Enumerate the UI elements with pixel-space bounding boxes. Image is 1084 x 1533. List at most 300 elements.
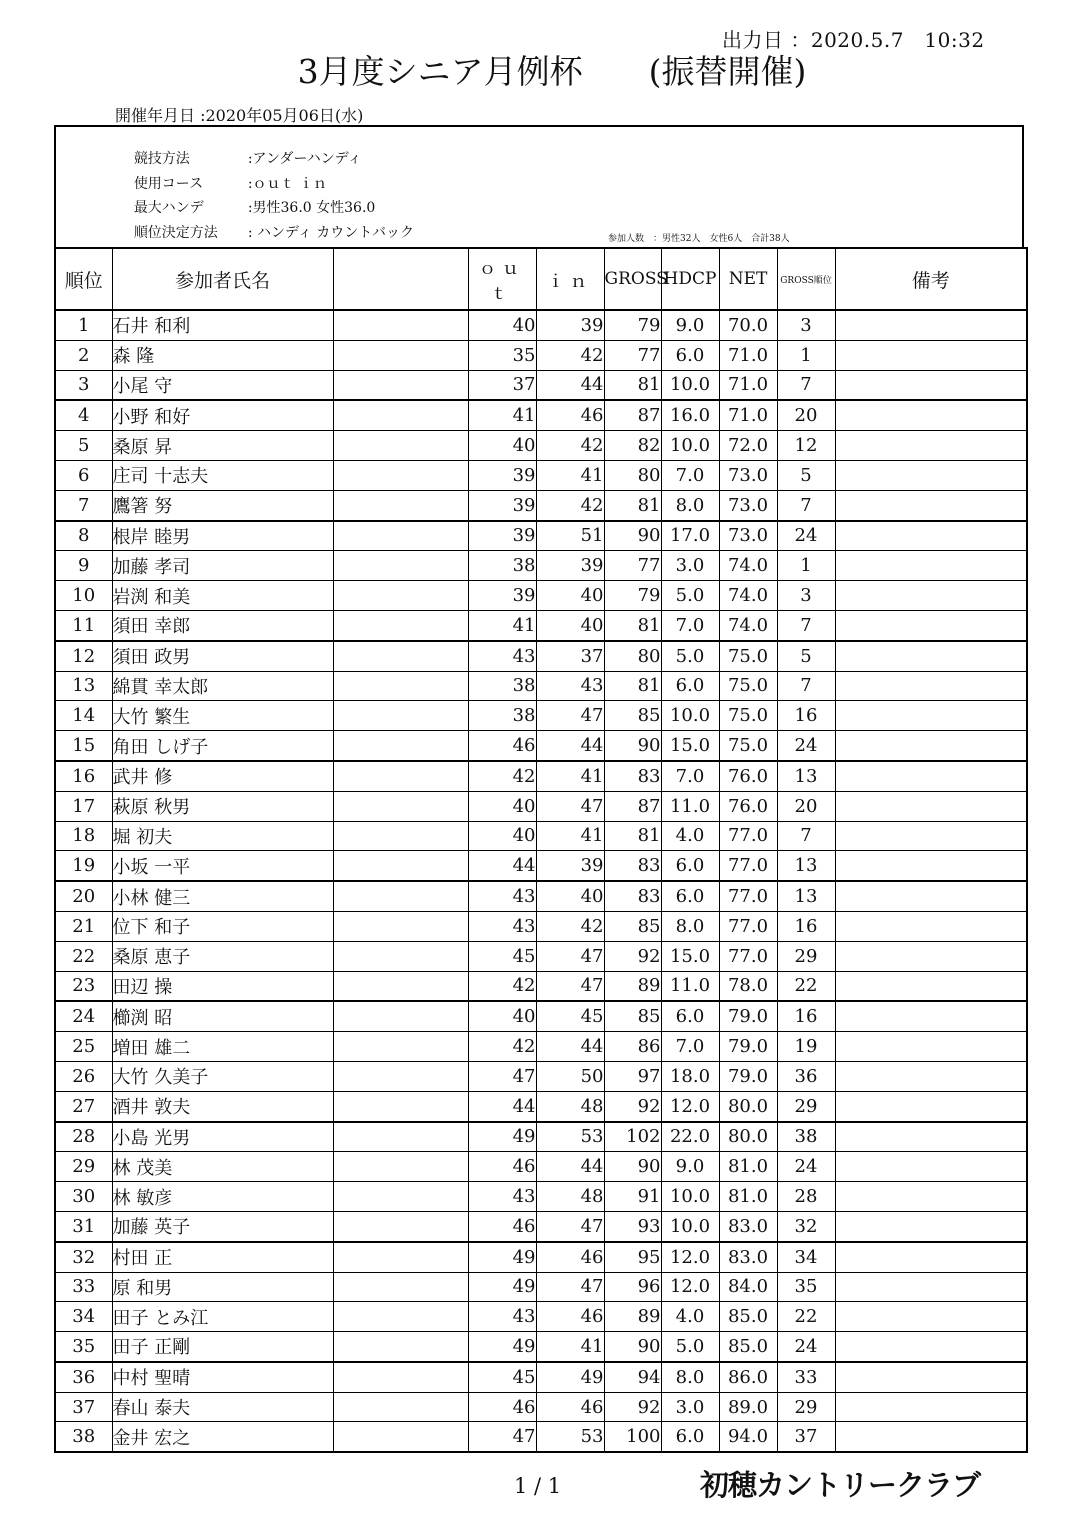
cell-name: 林 敏彦: [112, 1182, 333, 1212]
cell-blank: [333, 1001, 468, 1031]
cell-remarks: [835, 1182, 1027, 1212]
cell-out: 41: [468, 610, 536, 640]
cell-blank: [333, 1272, 468, 1302]
cell-net: 81.0: [719, 1182, 777, 1212]
cell-gross-rank: 24: [777, 521, 835, 551]
cell-name: 田子 とみ江: [112, 1302, 333, 1332]
cell-hdcp: 11.0: [661, 971, 719, 1001]
cell-name: 位下 和子: [112, 911, 333, 941]
info-value: :アンダーハンディ: [247, 151, 362, 167]
cell-rank: 25: [55, 1032, 112, 1062]
cell-out: 49: [468, 1122, 536, 1152]
participant-count: 参加人数 ：男性32人 女性6人 合計38人: [608, 234, 790, 244]
cell-in: 44: [536, 1032, 604, 1062]
cell-hdcp: 10.0: [661, 1182, 719, 1212]
cell-name: 須田 幸郎: [112, 610, 333, 640]
page-number: 1 / 1: [514, 1474, 562, 1498]
cell-in: 41: [536, 1332, 604, 1362]
cell-gross: 79: [604, 310, 661, 340]
table-row: [55, 1061, 1027, 1091]
cell-gross: 77: [604, 551, 661, 581]
cell-hdcp: 5.0: [661, 581, 719, 611]
cell-remarks: [835, 581, 1027, 611]
cell-remarks: [835, 731, 1027, 761]
cell-name: 小坂 一平: [112, 851, 333, 881]
cell-gross: 81: [604, 821, 661, 851]
table-header-row: [55, 248, 1027, 310]
col-header-out: ｏｕｔ: [468, 248, 536, 310]
club-logo: 初穂カントリークラブ: [700, 1468, 981, 1502]
table-row: [55, 1242, 1027, 1272]
cell-out: 38: [468, 671, 536, 701]
cell-in: 44: [536, 1152, 604, 1182]
cell-net: 77.0: [719, 941, 777, 971]
cell-net: 71.0: [719, 340, 777, 370]
cell-gross: 81: [604, 490, 661, 520]
cell-hdcp: 4.0: [661, 821, 719, 851]
cell-gross: 82: [604, 431, 661, 461]
cell-gross: 87: [604, 791, 661, 821]
cell-gross: 102: [604, 1122, 661, 1152]
table-row: [55, 610, 1027, 640]
cell-net: 76.0: [719, 791, 777, 821]
cell-out: 43: [468, 1302, 536, 1332]
cell-hdcp: 4.0: [661, 1302, 719, 1332]
cell-blank: [333, 911, 468, 941]
table-row: [55, 1332, 1027, 1362]
table-row: [55, 400, 1027, 430]
cell-rank: 8: [55, 521, 112, 551]
cell-gross: 93: [604, 1211, 661, 1241]
cell-gross: 80: [604, 460, 661, 490]
cell-blank: [333, 731, 468, 761]
cell-remarks: [835, 671, 1027, 701]
cell-in: 48: [536, 1182, 604, 1212]
cell-net: 75.0: [719, 671, 777, 701]
cell-gross-rank: 29: [777, 941, 835, 971]
info-label: 最大ハンデ: [133, 200, 204, 216]
cell-net: 78.0: [719, 971, 777, 1001]
cell-name: 大竹 繁生: [112, 701, 333, 731]
cell-name: 田辺 操: [112, 971, 333, 1001]
cell-gross-rank: 22: [777, 971, 835, 1001]
cell-gross-rank: 37: [777, 1422, 835, 1452]
event-date: 開催年月日 :2020年05月06日(水): [115, 106, 364, 125]
cell-remarks: [835, 1152, 1027, 1182]
cell-rank: 14: [55, 701, 112, 731]
cell-remarks: [835, 310, 1027, 340]
cell-hdcp: 6.0: [661, 671, 719, 701]
table-row: [55, 431, 1027, 461]
cell-name: 村田 正: [112, 1242, 333, 1272]
cell-out: 46: [468, 1211, 536, 1241]
cell-gross-rank: 5: [777, 641, 835, 671]
cell-gross: 89: [604, 971, 661, 1001]
cell-gross-rank: 33: [777, 1362, 835, 1392]
cell-name: 角田 しげ子: [112, 731, 333, 761]
cell-in: 40: [536, 610, 604, 640]
cell-rank: 36: [55, 1362, 112, 1392]
cell-remarks: [835, 641, 1027, 671]
col-header-remarks: 備考: [835, 248, 1027, 310]
cell-hdcp: 12.0: [661, 1272, 719, 1302]
cell-gross-rank: 19: [777, 1032, 835, 1062]
cell-rank: 27: [55, 1091, 112, 1121]
cell-remarks: [835, 340, 1027, 370]
cell-out: 49: [468, 1332, 536, 1362]
cell-name: 酒井 敦夫: [112, 1091, 333, 1121]
cell-out: 38: [468, 701, 536, 731]
cell-hdcp: 5.0: [661, 641, 719, 671]
cell-blank: [333, 671, 468, 701]
cell-blank: [333, 1061, 468, 1091]
cell-rank: 19: [55, 851, 112, 881]
cell-blank: [333, 1332, 468, 1362]
cell-gross-rank: 24: [777, 1152, 835, 1182]
cell-out: 46: [468, 1152, 536, 1182]
cell-gross: 100: [604, 1422, 661, 1452]
cell-out: 46: [468, 1392, 536, 1422]
cell-name: 櫛渕 昭: [112, 1001, 333, 1031]
cell-blank: [333, 821, 468, 851]
cell-gross-rank: 13: [777, 761, 835, 791]
cell-rank: 18: [55, 821, 112, 851]
cell-rank: 26: [55, 1061, 112, 1091]
cell-name: 堀 初夫: [112, 821, 333, 851]
col-header-in: ｉｎ: [536, 248, 604, 310]
cell-gross-rank: 29: [777, 1392, 835, 1422]
cell-blank: [333, 310, 468, 340]
cell-blank: [333, 881, 468, 911]
cell-gross: 89: [604, 1302, 661, 1332]
cell-hdcp: 10.0: [661, 1211, 719, 1241]
cell-name: 林 茂美: [112, 1152, 333, 1182]
cell-gross: 83: [604, 881, 661, 911]
cell-in: 40: [536, 581, 604, 611]
cell-hdcp: 10.0: [661, 701, 719, 731]
cell-remarks: [835, 971, 1027, 1001]
table-row: [55, 1272, 1027, 1302]
cell-gross-rank: 34: [777, 1242, 835, 1272]
cell-name: 石井 和利: [112, 310, 333, 340]
cell-out: 39: [468, 490, 536, 520]
table-row: [55, 1362, 1027, 1392]
cell-in: 37: [536, 641, 604, 671]
cell-gross: 90: [604, 1152, 661, 1182]
cell-out: 40: [468, 310, 536, 340]
cell-net: 77.0: [719, 851, 777, 881]
cell-net: 79.0: [719, 1061, 777, 1091]
cell-in: 39: [536, 551, 604, 581]
cell-blank: [333, 761, 468, 791]
cell-remarks: [835, 521, 1027, 551]
table-row: [55, 731, 1027, 761]
cell-in: 41: [536, 761, 604, 791]
cell-gross: 83: [604, 761, 661, 791]
cell-blank: [333, 521, 468, 551]
cell-rank: 21: [55, 911, 112, 941]
cell-hdcp: 17.0: [661, 521, 719, 551]
cell-gross: 77: [604, 340, 661, 370]
cell-rank: 5: [55, 431, 112, 461]
cell-hdcp: 8.0: [661, 911, 719, 941]
cell-in: 47: [536, 701, 604, 731]
cell-net: 85.0: [719, 1302, 777, 1332]
cell-gross-rank: 13: [777, 881, 835, 911]
cell-rank: 1: [55, 310, 112, 340]
cell-hdcp: 5.0: [661, 1332, 719, 1362]
cell-in: 41: [536, 460, 604, 490]
cell-rank: 16: [55, 761, 112, 791]
cell-hdcp: 18.0: [661, 1061, 719, 1091]
cell-net: 80.0: [719, 1122, 777, 1152]
cell-rank: 7: [55, 490, 112, 520]
cell-gross: 94: [604, 1362, 661, 1392]
cell-remarks: [835, 851, 1027, 881]
cell-gross-rank: 24: [777, 731, 835, 761]
cell-hdcp: 8.0: [661, 490, 719, 520]
cell-gross: 80: [604, 641, 661, 671]
cell-remarks: [835, 1332, 1027, 1362]
cell-hdcp: 6.0: [661, 1422, 719, 1452]
cell-blank: [333, 1032, 468, 1062]
cell-name: 田子 正剛: [112, 1332, 333, 1362]
cell-in: 40: [536, 881, 604, 911]
cell-rank: 3: [55, 370, 112, 400]
cell-blank: [333, 1422, 468, 1452]
cell-name: 小野 和好: [112, 400, 333, 430]
cell-gross-rank: 1: [777, 551, 835, 581]
cell-in: 46: [536, 400, 604, 430]
cell-hdcp: 15.0: [661, 731, 719, 761]
cell-out: 45: [468, 941, 536, 971]
cell-blank: [333, 1302, 468, 1332]
cell-gross-rank: 7: [777, 610, 835, 640]
cell-out: 44: [468, 851, 536, 881]
cell-in: 39: [536, 310, 604, 340]
cell-rank: 20: [55, 881, 112, 911]
cell-net: 77.0: [719, 911, 777, 941]
cell-net: 71.0: [719, 370, 777, 400]
cell-gross-rank: 12: [777, 431, 835, 461]
cell-gross-rank: 7: [777, 490, 835, 520]
cell-out: 40: [468, 821, 536, 851]
cell-gross-rank: 20: [777, 791, 835, 821]
cell-rank: 34: [55, 1302, 112, 1332]
cell-gross: 83: [604, 851, 661, 881]
cell-in: 49: [536, 1362, 604, 1392]
cell-gross-rank: 1: [777, 340, 835, 370]
cell-net: 79.0: [719, 1032, 777, 1062]
col-header-name: 参加者氏名: [112, 248, 333, 310]
cell-remarks: [835, 881, 1027, 911]
cell-gross-rank: 13: [777, 851, 835, 881]
cell-gross-rank: 35: [777, 1272, 835, 1302]
cell-out: 46: [468, 731, 536, 761]
cell-blank: [333, 641, 468, 671]
cell-name: 金井 宏之: [112, 1422, 333, 1452]
cell-remarks: [835, 1211, 1027, 1241]
cell-rank: 4: [55, 400, 112, 430]
cell-name: 鷹箸 努: [112, 490, 333, 520]
cell-in: 53: [536, 1122, 604, 1152]
cell-gross-rank: 38: [777, 1122, 835, 1152]
cell-gross: 90: [604, 1332, 661, 1362]
table-row: [55, 1152, 1027, 1182]
cell-hdcp: 6.0: [661, 851, 719, 881]
cell-gross: 87: [604, 400, 661, 430]
cell-remarks: [835, 701, 1027, 731]
cell-gross-rank: 3: [777, 581, 835, 611]
cell-blank: [333, 1152, 468, 1182]
cell-net: 73.0: [719, 460, 777, 490]
cell-net: 75.0: [719, 701, 777, 731]
info-label: 順位決定方法: [133, 225, 218, 241]
col-header-net: NET: [719, 248, 777, 310]
cell-gross: 95: [604, 1242, 661, 1272]
cell-rank: 31: [55, 1211, 112, 1241]
cell-remarks: [835, 761, 1027, 791]
cell-rank: 13: [55, 671, 112, 701]
table-row: [55, 791, 1027, 821]
cell-blank: [333, 1122, 468, 1152]
cell-rank: 29: [55, 1152, 112, 1182]
cell-blank: [333, 370, 468, 400]
info-value: : ハンディ カウントバック: [247, 225, 415, 241]
cell-net: 74.0: [719, 551, 777, 581]
cell-name: 加藤 英子: [112, 1211, 333, 1241]
cell-gross: 85: [604, 701, 661, 731]
cell-in: 51: [536, 521, 604, 551]
table-row: [55, 581, 1027, 611]
cell-net: 89.0: [719, 1392, 777, 1422]
info-value: :男性36.0 女性36.0: [247, 200, 376, 216]
table-row: [55, 1211, 1027, 1241]
cell-hdcp: 3.0: [661, 1392, 719, 1422]
cell-out: 43: [468, 641, 536, 671]
cell-in: 50: [536, 1061, 604, 1091]
cell-hdcp: 7.0: [661, 460, 719, 490]
cell-out: 40: [468, 1001, 536, 1031]
cell-name: 加藤 孝司: [112, 551, 333, 581]
cell-rank: 24: [55, 1001, 112, 1031]
cell-remarks: [835, 431, 1027, 461]
cell-hdcp: 22.0: [661, 1122, 719, 1152]
cell-net: 75.0: [719, 731, 777, 761]
table-row: [55, 761, 1027, 791]
cell-remarks: [835, 1122, 1027, 1152]
col-header-rank: 順位: [55, 248, 112, 310]
cell-in: 42: [536, 431, 604, 461]
cell-net: 74.0: [719, 610, 777, 640]
cell-rank: 6: [55, 460, 112, 490]
cell-in: 48: [536, 1091, 604, 1121]
table-row: [55, 1001, 1027, 1031]
cell-out: 49: [468, 1272, 536, 1302]
cell-blank: [333, 701, 468, 731]
cell-blank: [333, 851, 468, 881]
cell-net: 81.0: [719, 1152, 777, 1182]
col-header-gross: GROSS: [604, 248, 661, 310]
cell-net: 77.0: [719, 821, 777, 851]
cell-rank: 35: [55, 1332, 112, 1362]
table-row: [55, 1032, 1027, 1062]
cell-gross: 92: [604, 1392, 661, 1422]
table-row: [55, 941, 1027, 971]
cell-net: 85.0: [719, 1332, 777, 1362]
cell-in: 46: [536, 1392, 604, 1422]
cell-remarks: [835, 1091, 1027, 1121]
cell-out: 35: [468, 340, 536, 370]
cell-name: 武井 修: [112, 761, 333, 791]
table-row: [55, 971, 1027, 1001]
cell-out: 41: [468, 400, 536, 430]
cell-gross-rank: 16: [777, 1001, 835, 1031]
table-row: [55, 821, 1027, 851]
cell-in: 39: [536, 851, 604, 881]
cell-hdcp: 10.0: [661, 370, 719, 400]
cell-blank: [333, 1242, 468, 1272]
col-header-hdcp: HDCP: [661, 248, 719, 310]
table-row: [55, 1122, 1027, 1152]
info-value: :ｏｕｔ ｉｎ: [247, 176, 327, 192]
cell-remarks: [835, 791, 1027, 821]
cell-rank: 38: [55, 1422, 112, 1452]
table-row: [55, 460, 1027, 490]
cell-out: 43: [468, 1182, 536, 1212]
cell-name: 原 和男: [112, 1272, 333, 1302]
cell-net: 75.0: [719, 641, 777, 671]
cell-remarks: [835, 1302, 1027, 1332]
cell-hdcp: 7.0: [661, 761, 719, 791]
cell-net: 70.0: [719, 310, 777, 340]
cell-gross: 79: [604, 581, 661, 611]
cell-net: 83.0: [719, 1211, 777, 1241]
cell-out: 40: [468, 791, 536, 821]
cell-remarks: [835, 551, 1027, 581]
cell-gross: 81: [604, 370, 661, 400]
cell-out: 47: [468, 1061, 536, 1091]
table-row: [55, 671, 1027, 701]
cell-out: 39: [468, 460, 536, 490]
cell-blank: [333, 400, 468, 430]
cell-in: 44: [536, 731, 604, 761]
table-row: [55, 1182, 1027, 1212]
cell-remarks: [835, 821, 1027, 851]
cell-remarks: [835, 1001, 1027, 1031]
cell-in: 42: [536, 340, 604, 370]
cell-gross-rank: 20: [777, 400, 835, 430]
cell-gross-rank: 36: [777, 1061, 835, 1091]
cell-rank: 9: [55, 551, 112, 581]
results-table: [54, 247, 1028, 1453]
col-header-gross-rank: GROSS順位: [777, 248, 835, 310]
cell-remarks: [835, 610, 1027, 640]
cell-name: 中村 聖晴: [112, 1362, 333, 1392]
cell-net: 76.0: [719, 761, 777, 791]
cell-name: 須田 政男: [112, 641, 333, 671]
cell-remarks: [835, 1061, 1027, 1091]
table-row: [55, 1392, 1027, 1422]
table-row: [55, 1091, 1027, 1121]
cell-blank: [333, 581, 468, 611]
cell-name: 庄司 十志夫: [112, 460, 333, 490]
table-row: [55, 521, 1027, 551]
cell-in: 46: [536, 1242, 604, 1272]
cell-rank: 30: [55, 1182, 112, 1212]
col-header-blank: [333, 248, 468, 310]
cell-out: 47: [468, 1422, 536, 1452]
